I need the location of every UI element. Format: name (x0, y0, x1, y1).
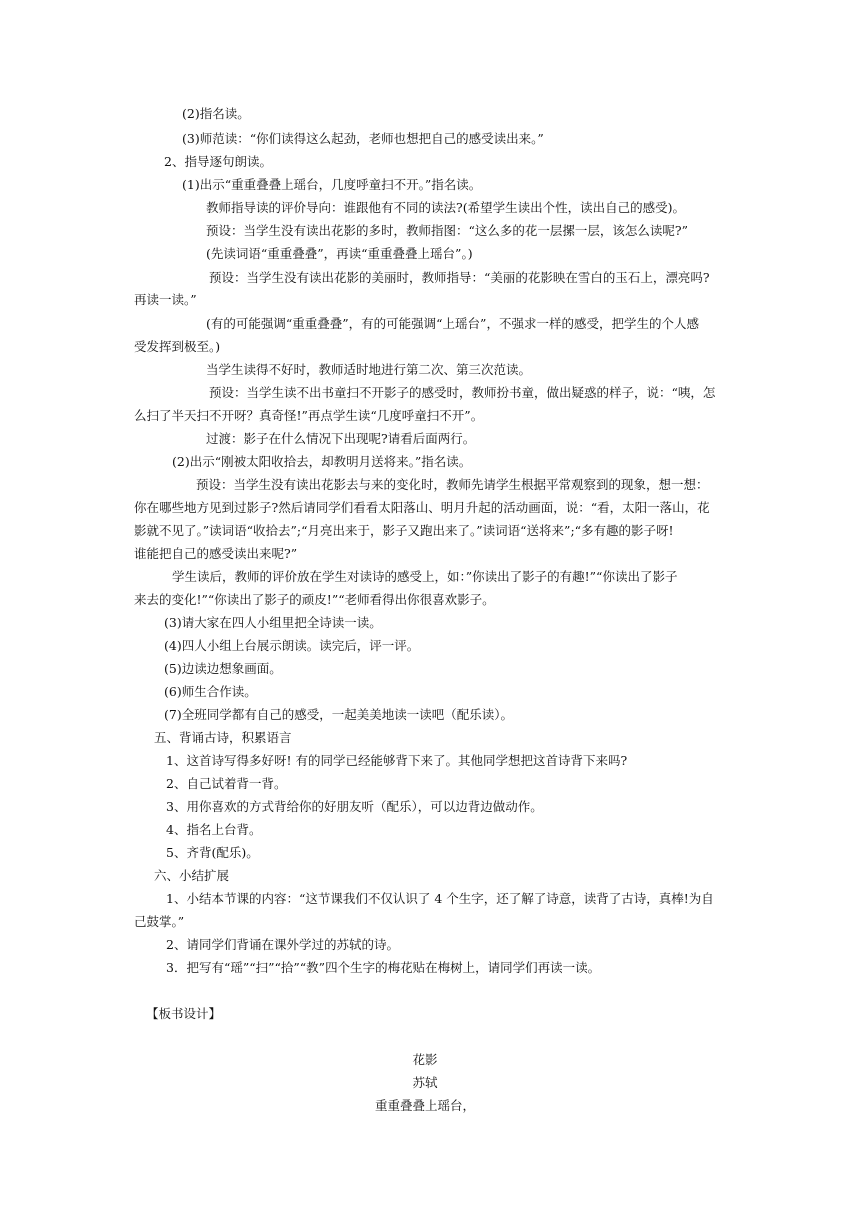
text-line: 么扫了半天扫不开呀？真奇怪!”再点学生读“几度呼童扫不开”。 (134, 408, 484, 423)
text-line: 3．把写有“瑶”“扫”“拾”“教”四个生字的梅花贴在梅树上，请同学们再读一读。 (166, 960, 601, 975)
text-line: (3)请大家在四人小组里把全诗读一读。 (164, 615, 382, 630)
text-line: 2、请同学们背诵在课外学过的苏轼的诗。 (166, 937, 399, 952)
text-line: (先读词语“重重叠叠”，再读“重重叠叠上瑶台”。) (206, 246, 473, 261)
text-line: (2)出示“刚被太阳收拾去，却教明月送将来。”指名读。 (172, 454, 472, 469)
text-line: (有的可能强调“重重叠叠”，有的可能强调“上瑶台”，不强求一样的感受，把学生的个人感 (206, 316, 699, 331)
board-line: 花影 (412, 1052, 438, 1067)
text-line: (2)指名读。 (182, 106, 250, 121)
text-line: 谁能把自己的感受读出来呢?” (134, 546, 298, 561)
board-line: 重重叠叠上瑶台， (374, 1098, 475, 1113)
text-line: 影就不见了。”读词语“收拾去”;“月亮出来于，影子又跑出来了。”读词语“送将来”;“多有趣的影子呀! (134, 523, 674, 538)
text-line: 预设：当学生没有读出花影的美丽时，教师指导：“美丽的花影映在雪白的玉石上，漂亮吗? (209, 270, 710, 285)
text-line: 2、指导逐句朗读。 (164, 154, 272, 169)
text-line: 预设：当学生读不出书童扫不开影子的感受时，教师扮书童，做出疑惑的样子，说：“咦，怎 (209, 385, 716, 400)
text-line: 3、用你喜欢的方式背给你的好朋友听（配乐），可以边背边做动作。 (166, 799, 543, 814)
text-line: (6)师生合作读。 (164, 684, 257, 699)
text-line: 4、指名上台背。 (166, 822, 262, 837)
section-heading: 五、背诵古诗，积累语言 (154, 730, 292, 745)
text-line: 教师指导读的评价导向：谁跟他有不同的读法?(希望学生读出个性，读出自己的感受)。 (206, 200, 685, 215)
text-line: 己鼓掌。” (134, 914, 185, 929)
text-line: 预设：当学生没有读出花影的多时，教师指图：“这么多的花一层摞一层，该怎么读呢?” (206, 223, 688, 238)
text-line: (7)全班同学都有自己的感受，一起美美地读一读吧（配乐读）。 (164, 707, 513, 722)
text-line: (4)四人小组上台展示朗读。读完后，评一评。 (164, 638, 420, 653)
text-line: 当学生读得不好时，教师适时地进行第二次、第三次范读。 (206, 362, 532, 377)
text-line: 预设：当学生没有读出花影去与来的变化时，教师先请学生根据平常观察到的现象，想一想： (196, 477, 709, 492)
text-line: 你在哪些地方见到过影子?然后请同学们看看太阳落山、明月升起的活动画面，说：“看，太阳一落山，花 (134, 500, 710, 515)
text-line: 2、自己试着背一背。 (166, 776, 287, 791)
text-line: (1)出示“重重叠叠上瑶台，几度呼童扫不开。”指名读。 (182, 177, 482, 192)
text-line: 1、小结本节课的内容：“这节课我们不仅认识了 4 个生字，还了解了诗意，读背了古诗，真棒!为自 (166, 891, 714, 906)
text-line: 再读一读。” (134, 292, 197, 307)
board-design-heading: 【板书设计】 (146, 1006, 222, 1021)
text-line: 学生读后，教师的评价放在学生对读诗的感受上，如：”你读出了影子的有趣!”“你读出了影子 (172, 569, 678, 584)
text-line: (5)边读边想象画面。 (164, 661, 282, 676)
section-heading: 六、小结扩展 (154, 868, 230, 883)
text-line: 受发挥到极至。) (134, 339, 221, 354)
text-line: 1、这首诗写得多好呀! 有的同学已经能够背下来了。其他同学想把这首诗背下来吗? (166, 753, 628, 768)
text-line: 5、齐背(配乐)。 (166, 845, 259, 860)
text-line: 来去的变化!”“你读出了影子的顽皮!”“老师看得出你很喜欢影子。 (134, 592, 495, 607)
text-line: 过渡：影子在什么情况下出现呢?请看后面两行。 (206, 431, 476, 446)
board-line: 苏轼 (412, 1075, 438, 1090)
text-line: (3)师范读：“你们读得这么起劲，老师也想把自己的感受读出来。” (182, 131, 544, 146)
